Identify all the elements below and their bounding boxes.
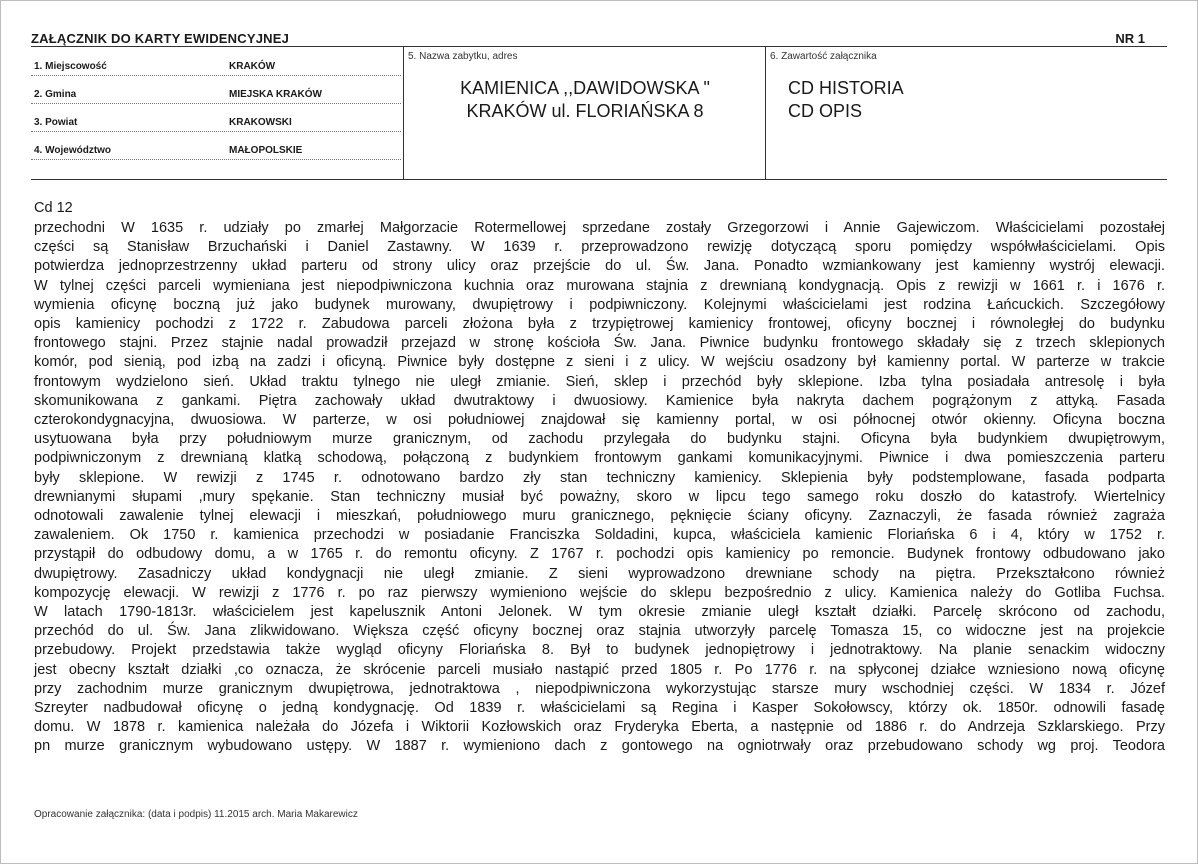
body-line: czterokondygnacyjna, dwuosiowa. W parterze, w osi południowej znajdował się kamienny portal, w osi północnej otwór okienny. Oficyna boczna <box>34 412 1165 429</box>
monument-name-line1: KAMIENICA ,,DAWIDOWSKA " <box>460 78 710 98</box>
monument-label: 5. Nazwa zabytku, adres <box>408 51 518 62</box>
field-locality <box>31 47 401 76</box>
body-line: usytuowana była przy południowym murze granicznym, od zachodu przylegała do budynku stajni. Oficyna była budynkiem dwupiętrowym, <box>34 431 1165 448</box>
body-line: drewnianymi słupami ,mury spękanie. Stan techniczny musiał być poważny, skoro w lipcu tego samego roku doszło do katastrofy. Wiertelnicy <box>34 488 1165 505</box>
column-divider-right <box>765 47 766 179</box>
body-text <box>34 219 1165 757</box>
field-district <box>31 103 401 132</box>
contents-label: 6. Zawartość załącznika <box>770 51 877 62</box>
field-value: MIEJSKA KRAKÓW <box>229 89 322 100</box>
cd-label: Cd 12 <box>34 200 73 216</box>
field-label: 1. Miejscowość <box>34 61 107 72</box>
field-value: KRAKOWSKI <box>229 117 292 128</box>
body-line: przy zachodnim murze granicznym dwupiętrowa, jednotraktowa , niepodpiwniczona wykorzystując starsze mury wschodniej części. W 1834 r. Józef <box>34 680 1165 697</box>
body-line: W tylnej części parceli wymieniana jest niepodpiwniczona kuchnia oraz murowana stajnia z drewnianą kondygnacją. Opis z rewizji w 1661 r. i 1676 r. <box>34 277 1165 294</box>
body-line: zawaleniem. Ok 1750 r. kamienica przechodzi w posiadanie Franciszka Soldadini, kupca, właściciela kamienic Floriańska 6 i 4, który w 1752 r. <box>34 527 1165 544</box>
field-value: KRAKÓW <box>229 61 276 72</box>
column-divider-left <box>403 47 404 179</box>
field-voivodeship <box>31 131 401 160</box>
body-line: domu. W 1878 r. kamienica należała do Józefa i Wiktorii Kozłowskich oraz Fryderyka Eberta, a następnie od 1886 r. do Andrzeja Szklarskiego. Przy <box>34 719 1165 736</box>
body-line: dwupiętrowy. Zasadniczy układ kondygnacji nie uległ zmianie. Z sieni wyprowadzono drewniane schody na piętra. Przekształcono również <box>34 565 1165 582</box>
document-number: NR 1 <box>1115 31 1145 46</box>
field-label: 2. Gmina <box>34 89 77 100</box>
field-value: MAŁOPOLSKIE <box>229 145 303 156</box>
body-line: części są Stanisław Brzuchański i Daniel Zastawny. W 1639 r. przeprowadzono rewizję dotyczącą sporu pomiędzy współwłaścicielami. Opis <box>34 239 1165 256</box>
footer-signature: Opracowanie załącznika: (data i podpis) 11.2015 arch. Maria Makarewicz <box>34 809 358 820</box>
body-line: kompozycję elewacji. W rewizji z 1776 r. po raz pierwszy wymieniono wejście do sklepu bezpośrednio z ulicy. Kamienica należy do Gotliba Fuchsa. <box>34 584 1165 601</box>
contents-item-description: CD OPIS <box>788 101 863 121</box>
field-commune <box>31 75 401 104</box>
body-line: były sklepione. W rewizji z 1745 r. odnotowano bardzo zły stan techniczny kamienicy. Sklepienia były podstemplowane, fasada podparta <box>34 469 1165 486</box>
body-line: przechód do ul. Św. Jana zlikwidowano. Większa część oficyny bocznej oraz stajnia utworzyły parcelę Tomasza 15, co widoczne jest na projekcie <box>34 623 1165 640</box>
body-line: przebudowy. Projekt przedstawia także wygląd oficyny Floriańska 8. Był to budynek jednopiętrowy i jednotraktowy. Na planie senackim widoczny <box>34 642 1165 659</box>
body-line: frontowego stajni. Przez stajnie nadal prowadził przejazd w stronę kościoła Św. Jana. Piwnice budynku frontowego składały się z trzech sklepionych <box>34 335 1165 352</box>
body-line: odnotowali zawalenie tylnej elewacji i mieszkań, południowego muru granicznego, pęknięcie ściany oficyny. Zaznaczyli, że fasada również zagraża <box>34 508 1165 525</box>
monument-name <box>405 77 765 123</box>
body-line: podpiwniczonym z drewnianą klatką schodową, połączoną z budynkiem frontowym gankami komunikacyjnymi. Piwnice i dwa pomieszczenia parteru <box>34 450 1165 467</box>
body-line: komór, pod sienią, pod izbą na zadzi i oficyną. Piwnice były dostępne z sieni i z ulicy. W wejściu osadzony był kamienny portal. W parterze w trakcie <box>34 354 1165 371</box>
field-label: 3. Powiat <box>34 117 78 128</box>
body-line: W latach 1790-1813r. właścicielem jest kapelusznik Antoni Jelonek. W tym okresie zmianie uległ kształt działki. Parcelę skrócono od zachodu, <box>34 604 1165 621</box>
body-line: skomunikowana z gankami. Piętra zachowały układ dwutraktowy i dwuosiowy. Kamienice była nakryta dachem pogrążonym z attyką. Fasada <box>34 392 1165 409</box>
header-bottom-rule <box>31 179 1167 180</box>
body-line: pn murze granicznym wybudowano ustępy. W 1887 r. wymieniono dach z gontowego na ogniotrwały oraz przebudowano schody wg proj. Teodora <box>34 738 1165 755</box>
contents-item-history: CD HISTORIA <box>788 78 904 98</box>
location-fields <box>31 47 403 179</box>
body-line: opis kamienicy pochodzi z 1722 r. Zabudowa parceli złożona była z trzypiętrowej kamienicy frontowej, oficyny bocznej i równoległej do budynku <box>34 316 1165 333</box>
document-title: ZAŁĄCZNIK DO KARTY EWIDENCYJNEJ <box>31 31 290 46</box>
body-line: przystąpił do odbudowy domu, a w 1765 r. do remontu oficyny. Z 1767 r. pochodzi opis kamienicy po remoncie. Budynek frontowy odbudowano jako <box>34 546 1165 563</box>
body-line: Szreyter nadbudował oficynę o jedną kondygnację. Od 1839 r. właścicielami są Regina i Kasper Sokołowscy, którzy ok. 1850r. odnowili fasadę <box>34 700 1165 717</box>
body-line: wymienia oficynę boczną już jako budynek murowany, dwupiętrowy i podpiwniczony. Kolejnymi właścicielami jest rodzina Łańcuckich. Szczegółowy <box>34 296 1165 313</box>
contents-list <box>788 77 904 123</box>
body-line: potwierdza jednoprzestrzenny układ parteru od strony ulicy oraz przejście do ul. Św. Jana. Ponadto wzmiankowany jest kamienny wystrój elewacji. <box>34 258 1165 275</box>
body-line: frontowym wydzielono sień. Układ traktu tylnego nie uległ zmianie. Sień, sklep i przechód były sklepione. Izba tylna posiadała antresolę i była <box>34 373 1165 390</box>
monument-address-line: KRAKÓW ul. FLORIAŃSKA 8 <box>466 101 704 121</box>
body-line: przechodni W 1635 r. udziały po zmarłej Małgorzacie Rotermellowej sprzedane zostały Grzegorzowi i Annie Gajewiczom. Właścicielami pozostałej <box>34 220 1165 236</box>
body-line: jest obecny kształt działki ,co oznacza, że skrócenie parceli musiało nastąpić przed 1805 r. Po 1776 r. na spłyconej działce wzniesiono nową oficynę <box>34 661 1165 678</box>
field-label: 4. Województwo <box>34 145 112 156</box>
